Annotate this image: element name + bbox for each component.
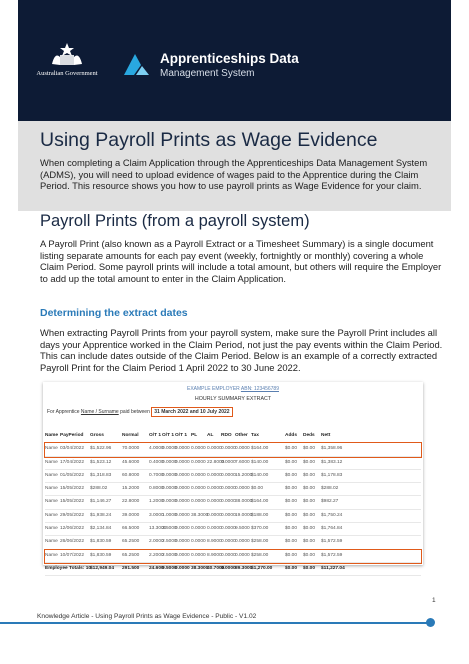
table-cell: 0.0000 <box>175 512 190 518</box>
table-cell: Other <box>235 433 248 438</box>
table-cell: 19.0000 <box>235 512 253 518</box>
table-cell: PL <box>191 433 198 438</box>
table-cell: 13.3000 <box>149 526 167 532</box>
section-heading: Payroll Prints (from a payroll system) <box>40 212 310 230</box>
table-cell: 0.0000 <box>221 539 236 545</box>
table-cell: 0.0000 <box>207 526 222 532</box>
apprentice-name: Name / Surname <box>80 409 119 415</box>
table-cell: 15/05/2022 <box>60 499 85 505</box>
subsection-paragraph: When extracting Payroll Prints from your payroll system, make sure the Payroll Print includes all days your Apprentice worked in the Claim Period, not just the pay events within the Claim Period. This can include dates outside of the Claim Period. Below is an example of a correctly extracted Payroll Print for the Claim Period 1 April 2022 to 30 June 2022. <box>40 327 443 373</box>
table-cell: 2.5000 <box>162 539 177 545</box>
table-cell: $0.00 <box>285 552 298 558</box>
table-cell: 0.0000 <box>162 446 177 452</box>
table-row <box>45 496 421 509</box>
table-cell: 66.5000 <box>122 526 140 532</box>
table-cell: 0.0000 <box>221 472 236 478</box>
footer-dot <box>426 618 435 627</box>
table-cell: 0.0000 <box>191 499 206 505</box>
table-cell: 9.5000 <box>235 526 250 532</box>
table-cell: 0.0000 <box>191 526 206 532</box>
table-cell: $0.00 <box>303 539 316 545</box>
table-cell: Name <box>45 486 58 492</box>
table-cell: 0.0000 <box>207 512 222 518</box>
company-abn: ABN: 123456789 <box>240 386 279 392</box>
table-cell: 0.0000 <box>221 446 236 452</box>
table-cell: 22.8000 <box>122 499 140 505</box>
table-cell: 01/05/2022 <box>60 472 85 478</box>
table-row <box>45 470 421 483</box>
table-cell: Tax <box>251 433 259 438</box>
table-cell: $164.00 <box>251 499 269 505</box>
table-cell: $1,383.12 <box>321 459 343 465</box>
table-cell: Nett <box>321 433 331 438</box>
table-cell: 0.0000 <box>175 486 190 492</box>
table-cell: $258.00 <box>251 552 269 558</box>
page-header <box>18 0 451 121</box>
table-cell: $0.00 <box>303 512 316 518</box>
table-cell: 0.0000 <box>162 459 177 465</box>
table-cell: $1,938.24 <box>90 512 112 518</box>
table-cell: 03/04/2022 <box>60 446 85 452</box>
table-cell: $1,572.59 <box>321 552 343 558</box>
coat-of-arms-logo <box>32 42 102 82</box>
table-cell: 0.7000 <box>149 472 164 478</box>
company-name: EXAMPLE EMPLOYER <box>186 386 240 392</box>
table-cell: 15.2000 <box>235 472 253 478</box>
table-cell: 0.0000 <box>207 446 222 452</box>
intro-paragraph: When completing a Claim Application through the Apprenticeships Data Management System (ADMS), you will need to upload evidence of wages paid to the Apprentice during the Claim Period. This resource shows you how to use payroll prints as Wage Evidence for your claim. <box>40 157 428 191</box>
table-cell: 8.9000 <box>207 539 222 545</box>
table-cell: $0.00 <box>303 526 316 532</box>
table-cell: Name <box>45 459 58 465</box>
table-cell: 1.2000 <box>149 499 164 505</box>
table-cell: PayPeriod <box>60 433 84 438</box>
table-cell: 0.0000 <box>221 552 236 558</box>
table-cell: Name <box>45 446 58 452</box>
title-band <box>18 121 451 211</box>
table-cell: 0.0000 <box>235 539 250 545</box>
table-cell: 0.0000 <box>162 472 177 478</box>
table-cell: 17/04/2022 <box>60 459 85 465</box>
subtitle-mid: paid between <box>120 409 150 415</box>
table-cell: 0.0000 <box>207 486 222 492</box>
table-cell: $1,830.59 <box>90 539 112 545</box>
table-cell: 0.0000 <box>191 486 206 492</box>
table-cell: 29/05/2022 <box>60 512 85 518</box>
table-cell: 15.2000 <box>122 486 140 492</box>
table-cell: $0.00 <box>285 459 298 465</box>
table-cell: 65.2500 <box>122 552 140 558</box>
table-cell: 38.3000 <box>191 512 209 518</box>
table-cell: 0.0000 <box>221 512 236 518</box>
table-cell: 0.0000 <box>162 486 177 492</box>
total-cell: 24.600 <box>149 565 164 571</box>
table-cell: 0.8000 <box>149 486 164 492</box>
table-cell: $164.00 <box>251 446 269 452</box>
table-cell: $188.00 <box>251 512 269 518</box>
footer-text: Knowledge Article - Using Payroll Prints as Wage Evidence - Public - V1.02 <box>37 613 257 620</box>
table-cell: 0.0000 <box>175 539 190 545</box>
gov-label: Australian Government <box>36 70 98 77</box>
table-cell: 7.6000 <box>235 459 250 465</box>
table-cell: $0.00 <box>303 459 316 465</box>
table-total-row <box>45 563 421 576</box>
table-cell: $982.27 <box>321 499 339 505</box>
table-cell: 0.0000 <box>175 526 190 532</box>
table-cell: O/T 1 <box>149 433 161 438</box>
table-cell: 10/07/2022 <box>60 552 85 558</box>
table-cell: 4.0000 <box>149 446 164 452</box>
crest-icon <box>49 42 85 68</box>
table-cell: 2.5000 <box>162 552 177 558</box>
table-cell: $258.00 <box>251 539 269 545</box>
table-cell: 0.0000 <box>221 459 236 465</box>
table-cell: RDO <box>221 433 232 438</box>
table-cell: 0.0000 <box>221 499 236 505</box>
brand-subtitle: Management System <box>160 68 255 79</box>
table-cell: 2.2000 <box>149 552 164 558</box>
table-cell: $0.00 <box>303 552 316 558</box>
table-row <box>45 457 421 470</box>
table-cell: Name <box>45 433 59 438</box>
table-cell: 22.8000 <box>207 459 225 465</box>
table-cell: $1,764.84 <box>321 526 343 532</box>
table-cell: $0.00 <box>285 446 298 452</box>
table-cell: $1,572.59 <box>321 539 343 545</box>
table-cell: 0.0000 <box>191 539 206 545</box>
figure-subtitle <box>47 409 233 415</box>
table-cell: 0.0000 <box>191 446 206 452</box>
table-cell: 0.0000 <box>235 552 250 558</box>
figure-company <box>43 386 423 392</box>
table-cell: Gross <box>90 433 104 438</box>
table-cell: 38.0000 <box>235 499 253 505</box>
brand-title: Apprenticeships Data <box>160 51 299 66</box>
table-cell: 60.8000 <box>122 472 140 478</box>
table-cell: $140.00 <box>251 459 269 465</box>
total-label: Employee Totals: 10 <box>45 565 92 571</box>
total-cell: $12,949.04 <box>90 565 115 571</box>
table-cell: 65.2500 <box>122 539 140 545</box>
table-cell: 26/06/2022 <box>60 539 85 545</box>
table-cell: $0.00 <box>285 512 298 518</box>
table-cell: 15/05/2022 <box>60 486 85 492</box>
total-cell: 291.500 <box>122 565 140 571</box>
table-cell: 0.0000 <box>191 472 206 478</box>
table-cell: $0.00 <box>251 486 264 492</box>
table-cell: 8.9000 <box>207 552 222 558</box>
table-cell: 3.0000 <box>149 512 164 518</box>
total-cell: 38.3000 <box>191 565 209 571</box>
table-cell: Adds <box>285 433 297 438</box>
page-number: 1 <box>432 597 436 604</box>
table-cell: $0.00 <box>285 472 298 478</box>
table-cell: $0.00 <box>285 486 298 492</box>
total-cell: $1,270.00 <box>251 565 273 571</box>
table-cell: Name <box>45 552 58 558</box>
table-cell: $0.00 <box>303 446 316 452</box>
table-cell: $1,358.96 <box>321 446 343 452</box>
table-cell: $288.02 <box>90 486 108 492</box>
table-cell: $1,178.83 <box>321 472 343 478</box>
table-cell: $0.00 <box>285 539 298 545</box>
table-cell: 1.0000 <box>162 512 177 518</box>
payroll-table <box>45 430 421 576</box>
table-cell: 0.0000 <box>221 526 236 532</box>
table-cell: Name <box>45 472 58 478</box>
total-cell: $0.00 <box>285 565 298 571</box>
total-cell: 40.7000 <box>207 565 225 571</box>
table-cell: 0.0000 <box>235 446 250 452</box>
figure-title: HOURLY SUMMARY EXTRACT <box>194 396 272 402</box>
table-cell: $1,318.83 <box>90 472 112 478</box>
table-cell: $1,523.12 <box>90 459 112 465</box>
table-cell: 2.0000 <box>149 539 164 545</box>
table-cell: Normal <box>122 433 139 438</box>
table-cell: O/T 1 <box>162 433 174 438</box>
table-cell: $0.00 <box>285 499 298 505</box>
footer-rule <box>0 622 430 624</box>
table-row <box>45 443 421 456</box>
table-cell: AL <box>207 433 214 438</box>
table-cell: 0.4000 <box>149 459 164 465</box>
table-cell: O/T 1 <box>175 433 187 438</box>
table-cell: Name <box>45 512 58 518</box>
table-row <box>45 510 421 523</box>
table-cell: 0.0000 <box>175 459 190 465</box>
page-title: Using Payroll Prints as Wage Evidence <box>40 129 378 151</box>
table-row <box>45 536 421 549</box>
table-cell: $0.00 <box>303 486 316 492</box>
table-cell: Name <box>45 499 58 505</box>
table-cell: $0.00 <box>303 472 316 478</box>
adms-logo-icon <box>122 52 154 76</box>
table-cell: Name <box>45 526 58 532</box>
table-cell: Deds <box>303 433 315 438</box>
total-cell: 89.3000 <box>235 565 253 571</box>
table-cell: 0.0000 <box>207 472 222 478</box>
total-cell: $0.00 <box>303 565 316 571</box>
total-cell: $11,227.04 <box>321 565 345 571</box>
total-cell: 9.5000 <box>162 565 177 571</box>
table-cell: 0.0000 <box>235 486 250 492</box>
table-cell: $288.02 <box>321 486 339 492</box>
table-cell: 0.0000 <box>162 499 177 505</box>
table-cell: 12/06/2022 <box>60 526 85 532</box>
table-cell: $1,830.59 <box>90 552 112 558</box>
table-cell: $0.00 <box>285 526 298 532</box>
total-cell: 0.0000 <box>175 565 190 571</box>
table-row <box>45 483 421 496</box>
table-cell: $1,522.96 <box>90 446 112 452</box>
table-cell: 39.0000 <box>122 512 140 518</box>
table-cell: $1,146.27 <box>90 499 112 505</box>
adms-logo <box>122 52 154 81</box>
table-cell: 3.5000 <box>162 526 177 532</box>
table-cell: 0.0000 <box>175 552 190 558</box>
brand-text <box>160 51 299 79</box>
table-cell: $370.00 <box>251 526 269 532</box>
total-cell: 0.0000 <box>221 565 236 571</box>
subsection-heading: Determining the extract dates <box>40 307 188 319</box>
table-cell: 0.0000 <box>175 472 190 478</box>
table-row <box>45 550 421 563</box>
table-cell: 45.6000 <box>122 459 140 465</box>
table-cell: 0.0000 <box>221 486 236 492</box>
table-cell: 0.0000 <box>191 459 206 465</box>
subtitle-prefix: For Apprentice <box>47 409 80 415</box>
table-cell: 70.0000 <box>122 446 140 452</box>
section-paragraph: A Payroll Print (also known as a Payroll Extract or a Timesheet Summary) is a single document listing separate amounts for each pay event (weekly, fortnightly or monthly) covering a whole Claim Period. Some payroll prints will include a total amount, but others will require the Employer to add up the total amount to enter in the Claim Application. <box>40 238 442 284</box>
payroll-print-example <box>43 382 423 571</box>
table-row <box>45 523 421 536</box>
table-cell: 0.0000 <box>207 499 222 505</box>
table-header-row <box>45 430 421 443</box>
table-cell: 0.0000 <box>175 446 190 452</box>
table-cell: $140.00 <box>251 472 269 478</box>
table-cell: 0.0000 <box>175 499 190 505</box>
table-cell: $0.00 <box>303 499 316 505</box>
extract-dates-box: 31 March 2022 and 10 July 2022 <box>151 407 232 417</box>
table-cell: 0.0000 <box>191 552 206 558</box>
table-cell: $1,750.24 <box>321 512 343 518</box>
table-cell: Name <box>45 539 58 545</box>
table-cell: $2,134.84 <box>90 526 112 532</box>
